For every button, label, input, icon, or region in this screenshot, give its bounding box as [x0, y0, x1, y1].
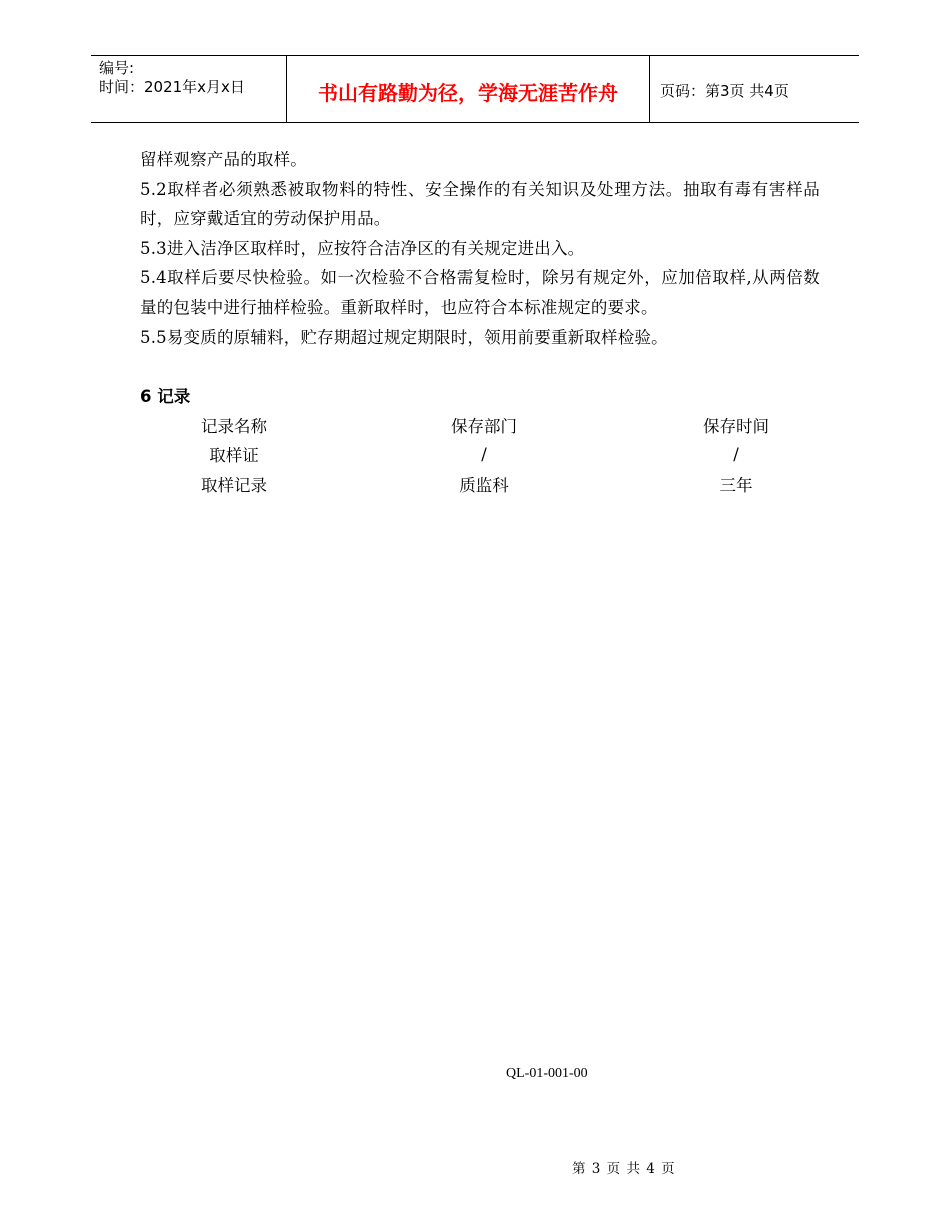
table-cell: 取样记录: [201, 475, 267, 495]
header-page-number: 页码：第3页 共4页: [660, 81, 789, 100]
section-title-records: 6 记录: [140, 387, 191, 406]
table-cell: 三年: [719, 475, 753, 495]
table-row: [140, 440, 840, 470]
column-header: 记录名称: [201, 416, 267, 436]
paragraph: 5.5易变质的原辅料，贮存期超过规定期限时，领用前要重新取样检验。: [140, 327, 668, 347]
page-header: [91, 55, 859, 123]
table-cell: /: [481, 444, 487, 464]
column-header: 保存部门: [451, 416, 517, 436]
table-row: [140, 469, 840, 499]
paragraph: 5.4取样后要尽快检验。如一次检验不合格需复检时，除另有规定外，应加倍取样,从两倍数量的包装中进行抽样检验。重新取样时，也应符合本标准规定的要求。: [140, 268, 820, 317]
body-text: [140, 145, 820, 352]
records-table: [140, 410, 840, 499]
paragraph: 5.3进入洁净区取样时，应按符合洁净区的有关规定进出入。: [140, 238, 585, 258]
table-header-row: [140, 410, 840, 440]
code-label: 编号:: [99, 59, 135, 77]
page-footer: 第 3 页 共 4 页: [572, 1161, 676, 1177]
table-cell: /: [733, 444, 739, 464]
date-label: 时间：2021年x月x日: [99, 78, 245, 96]
header-meta: [91, 56, 287, 122]
column-header: 保存时间: [703, 416, 769, 436]
table-cell: 质监科: [459, 475, 509, 495]
document-code: QL-01-001-00: [506, 1066, 588, 1081]
paragraph: 5.2取样者必须熟悉被取物料的特性、安全操作的有关知识及处理方法。抽取有毒有害样品时，应穿戴适宜的劳动保护用品。: [140, 179, 820, 229]
paragraph: 留样观察产品的取样。: [140, 150, 307, 169]
table-cell: 取样证: [209, 446, 259, 466]
header-motto: 书山有路勤为径，学海无涯苦作舟: [287, 56, 650, 122]
